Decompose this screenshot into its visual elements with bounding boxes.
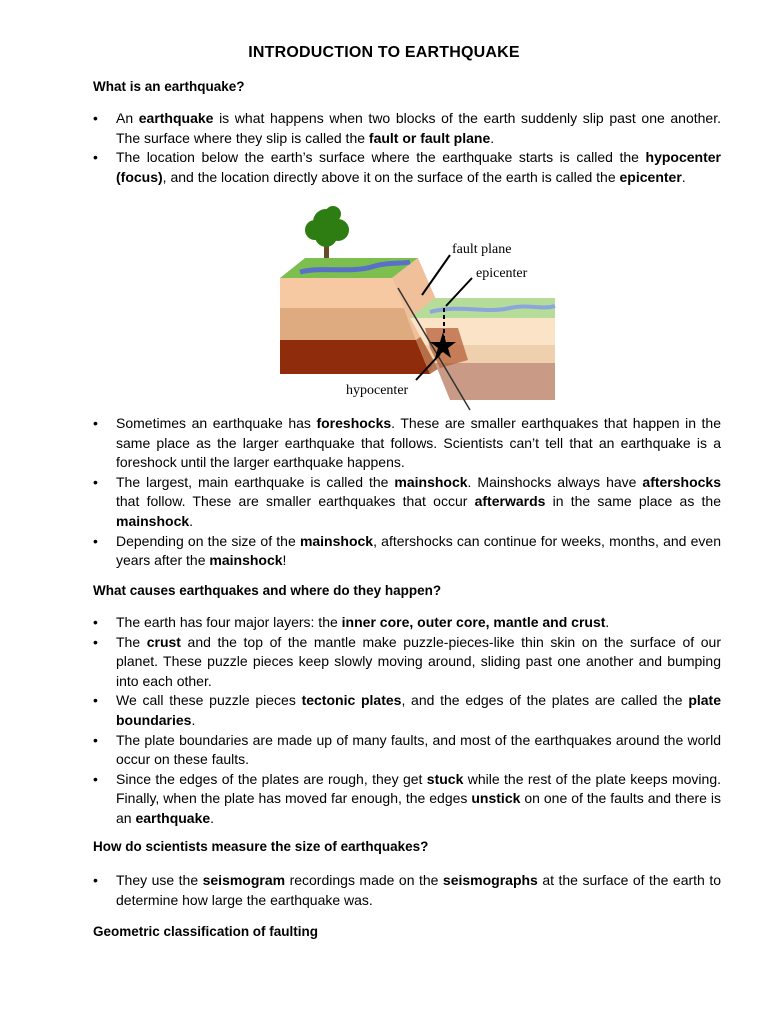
heading-what-is-earthquake: What is an earthquake? [93,79,245,94]
fault-diagram-svg [270,200,570,415]
list-item: • Sometimes an earthquake has foreshocks. These are smaller earthquakes that happen in the same place as the larger earthquake that follows. Scientists can’t tell that an earthquake is a foreshock until the larger earthquake happens. [93,414,721,473]
fault-plane-label: fault plane [452,242,512,257]
list-item: • We call these puzzle pieces tectonic plates, and the edges of the plates are called the plate boundaries. [93,691,721,730]
left-layer-2 [280,308,416,340]
heading-causes: What causes earthquakes and where do they happen? [93,583,442,598]
list-item: • The largest, main earthquake is called the mainshock. Mainshocks always have aftershocks that follow. These are smaller earthquakes that occur afterwards in the same place as the mainshock. [93,473,721,532]
bullet-list-measure [93,871,721,910]
list-item: • They use the seismogram recordings made on the seismographs at the surface of the earth to determine how large the earthquake was. [93,871,721,910]
heading-geometric: Geometric classification of faulting [93,924,319,939]
page-title: INTRODUCTION TO EARTHQUAKE [248,44,520,61]
list-item: • Since the edges of the plates are rough, they get stuck while the rest of the plate keeps moving. Finally, when the plate has moved far enough, the edges unstick on one of the faults and there is an earthquake. [93,770,721,829]
tree-foliage [305,206,349,247]
heading-measure: How do scientists measure the size of earthquakes? [93,839,429,854]
bullet-list-what-1 [93,109,721,187]
fault-plane-pointer [422,255,450,295]
list-item: • An earthquake is what happens when two blocks of the earth suddenly slip past one another. The surface where they slip is called the fault or fault plane. [93,109,721,148]
bullet-list-causes [93,613,721,829]
list-item: • Depending on the size of the mainshock, aftershocks can continue for weeks, months, and even years after the mainshock! [93,532,721,571]
epicenter-label: epicenter [476,266,528,281]
left-layer-3 [280,340,430,374]
left-layer-1 [280,278,404,308]
bullet-list-what-2 [93,414,721,571]
list-item: • The plate boundaries are made up of many faults, and most of the earthquakes around the world occur on these faults. [93,731,721,770]
fault-diagram [270,200,570,415]
list-item: • The crust and the top of the mantle make puzzle-pieces-like thin skin on the surface of our planet. These puzzle pieces keep slowly moving around, sliding past one another and bumping into each other. [93,633,721,692]
list-item: • The earth has four major layers: the inner core, outer core, mantle and crust. [93,613,721,633]
hypocenter-label: hypocenter [346,383,409,398]
list-item: • The location below the earth’s surface where the earthquake starts is called the hypocenter (focus), and the location directly above it on the surface of the earth is called the epicenter. [93,148,721,187]
